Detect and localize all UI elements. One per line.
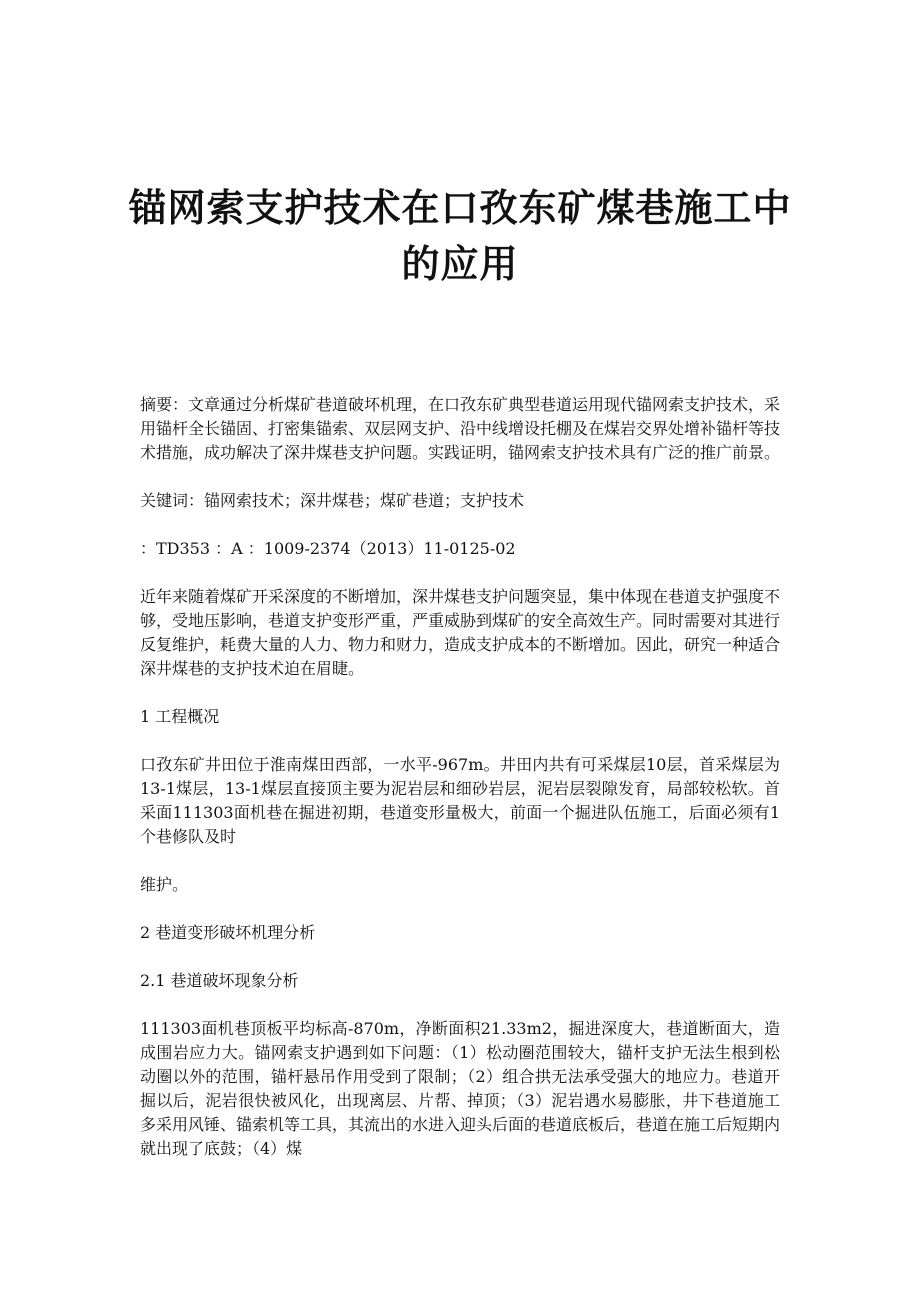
classification: ：TD353 ：A ：1009-2374（2013）11-0125-02 [140,539,516,558]
keywords: 关键词：锚网索技术；深井煤巷；煤矿巷道；支护技术 [140,491,525,510]
intro-paragraph: 近年来随着煤矿开采深度的不断增加，深井煤巷支护问题突显，集中体现在巷道支护强度不够，受地压影响，巷道支护变形严重，严重威胁到煤矿的安全高效生产。同时需要对其进行反复维护，耗费大量的人力、物力和财力，造成支护成本的不断增加。因此，研究一种适合深井煤巷的支护技术迫在眉睫。 [140,587,781,678]
section-2-1-heading: 2.1 巷道破坏现象分析 [140,971,299,990]
document-title: 锚网索支护技术在口孜东矿煤巷施工中的应用 [128,186,792,286]
section-2-1-paragraph: 111303面机巷顶板平均标高-870m，净断面积21.33m2，掘进深度大，巷道断面大，造成围岩应力大。锚网索支护遇到如下问题：（1）松动圈范围较大，锚杆支护无法生根到松动圈以外的范围，锚杆悬吊作用受到了限制；（2）组合拱无法承受强大的地应力。巷道开掘以后，泥岩很快被风化，出现离层、片帮、掉顶；（3）泥岩遇水易膨胀，井下巷道施工多采用风锤、锚索机等工具，其流出的水进入迎头后面的巷道底板后，巷道在施工后短期内就出现了底鼓；（4）煤 [140,1019,781,1158]
section-1-paragraph: 口孜东矿井田位于淮南煤田西部，一水平-967m。井田内共有可采煤层10层，首采煤层为13-1煤层，13-1煤层直接顶主要为泥岩层和细砂岩层，泥岩层裂隙发育，局部较松软。首采面111303面机巷在掘进初期，巷道变形量极大，前面一个掘进队伍施工，后面必须有1个巷修队及时 [140,755,780,846]
document-body [140,393,780,1185]
section-2-heading: 2 巷道变形破坏机理分析 [140,923,316,942]
section-1-heading: 1 工程概况 [140,707,220,726]
section-1-continued: 维护。 [140,875,189,894]
abstract: 摘要：文章通过分析煤矿巷道破坏机理，在口孜东矿典型巷道运用现代锚网索支护技术，采用锚杆全长锚固、打密集锚索、双层网支护、沿中线增设托棚及在煤岩交界处增补锚杆等技术措施，成功解决了深井煤巷支护问题。实践证明，锚网索支护技术具有广泛的推广前景。 [140,395,781,462]
